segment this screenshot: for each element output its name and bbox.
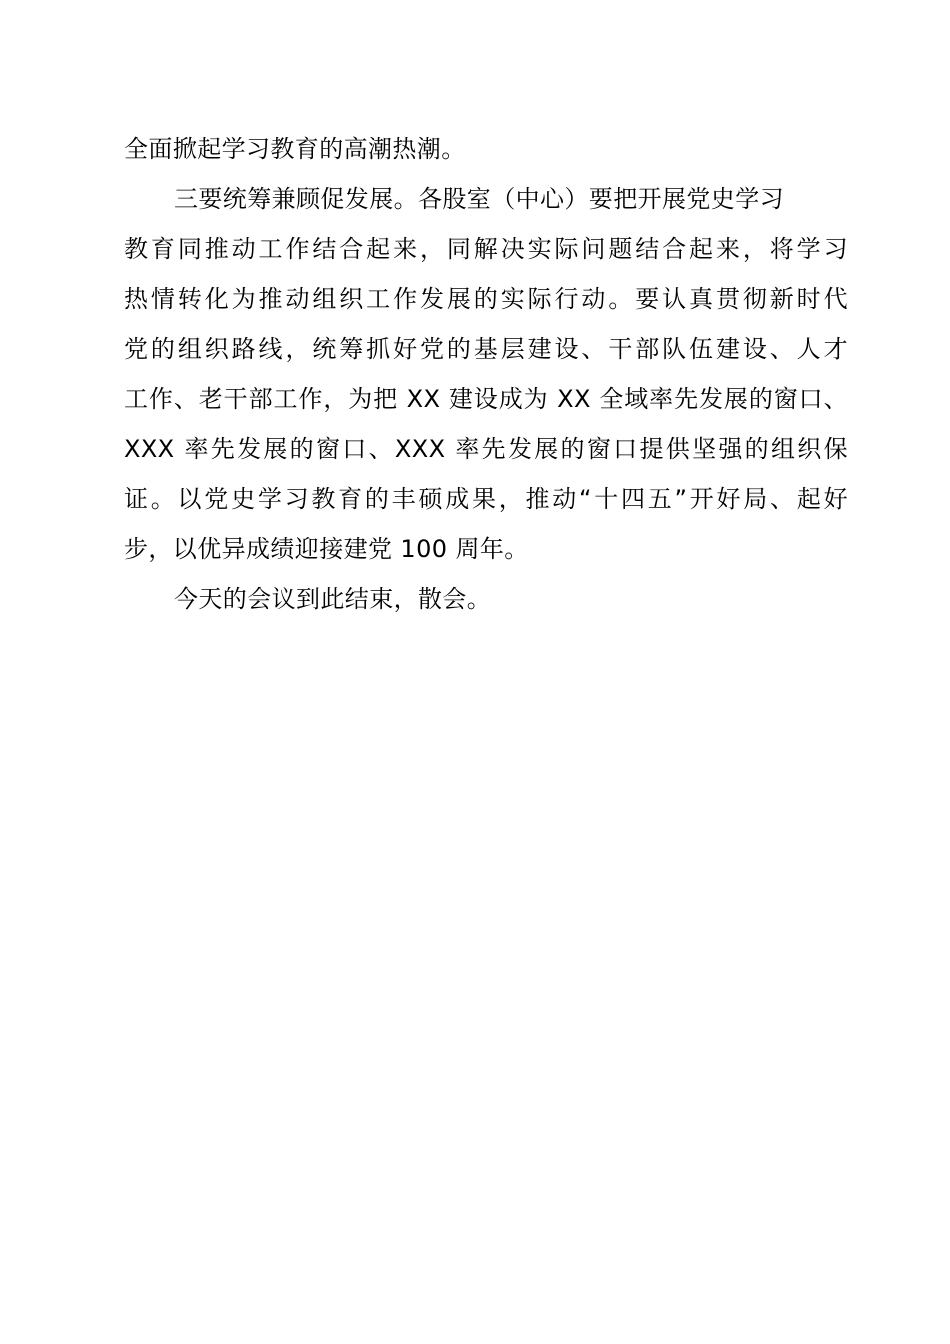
paragraph-line: 全面掀起学习教育的高潮热潮。 (124, 135, 466, 163)
paragraph-line: 三要统筹兼顾促发展。各股室（中心）要把开展党史学习 (174, 185, 784, 213)
closing-line: 今天的会议到此结束，散会。 (174, 585, 492, 613)
paragraph-line: 证。以党史学习教育的丰硕成果，推动“十四五”开好局、起好 (124, 485, 848, 513)
document-body (124, 124, 848, 624)
paragraph-line: 教育同推动工作结合起来，同解决实际问题结合起来，将学习 (124, 235, 848, 263)
paragraph-line: 热情转化为推动组织工作发展的实际行动。要认真贯彻新时代 (124, 285, 848, 313)
paragraph-line: XXX 率先发展的窗口、XXX 率先发展的窗口提供坚强的组织保 (124, 435, 848, 463)
paragraph-line: 工作、老干部工作，为把 XX 建设成为 XX 全域率先发展的窗口、 (124, 385, 848, 413)
paragraph-line: 党的组织路线，统筹抓好党的基层建设、干部队伍建设、人才 (124, 335, 848, 363)
paragraph-line: 步，以优异成绩迎接建党 100 周年。 (124, 535, 529, 563)
